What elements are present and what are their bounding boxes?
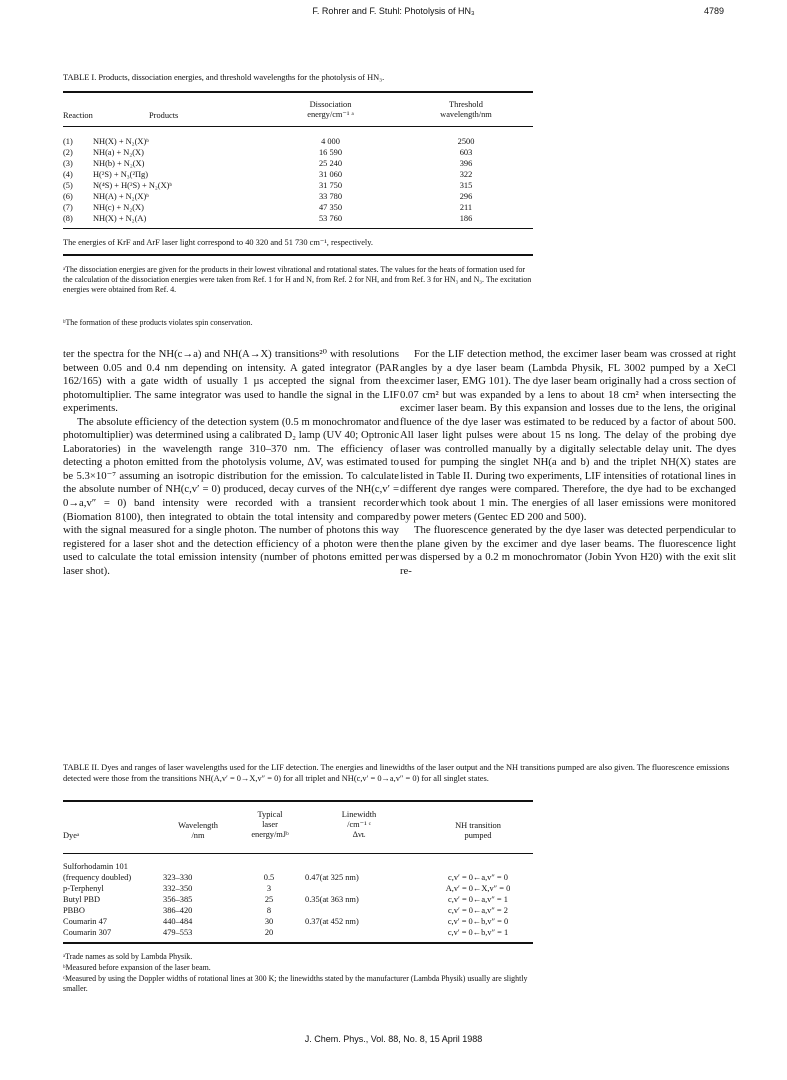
table2-header-energy-line1: Typical [257, 810, 283, 819]
table2-header-energy-line2: laser [262, 820, 278, 829]
table1-row [63, 158, 533, 169]
table2-cell-linewidth [305, 905, 423, 916]
table2-caption: TABLE II. Dyes and ranges of laser wavelengths used for the LIF detection. The energies and linewidths of the laser output and the NH transitions pumped are also given. The fluorescence emissions detected were those from the transitions NH(A,v′ = 0→X,v″ = 0) for all triplet and NH(c,v′ = 0→a,v″ = 0) for all singlet states. [63, 763, 730, 783]
table2-cell-wavelength [163, 861, 233, 872]
table1-cell-energy: 25 240 [318, 159, 343, 168]
table1-cell-energy: 47 350 [318, 203, 343, 212]
table1-cell-reaction: (3) [63, 159, 73, 168]
table1-row [63, 191, 533, 202]
table1-bottom-rule [63, 228, 533, 229]
table2-cell-wavelength: 386–420 [163, 906, 193, 915]
table2-cell-transition: c,v′ = 0←a,v″ = 1 [448, 895, 508, 904]
table1-cell-reaction: (6) [63, 192, 73, 201]
table2-header-wavelength [163, 821, 233, 841]
table2-header-wavelength-line1: Wavelength [178, 821, 218, 830]
table1-header-dissociation-line1: Dissociation [309, 100, 352, 109]
table1-cell-reaction: (2) [63, 148, 73, 157]
table2-footnote-b: ᵇMeasured before expansion of the laser beam. [63, 963, 211, 972]
table1-row [63, 169, 533, 180]
table1-cell-gap [521, 202, 533, 213]
table2-cell-transition: A,v′ = 0←X,v″ = 0 [445, 884, 511, 893]
table1-cell-energy: 53 760 [318, 214, 343, 223]
table1-note: The energies of KrF and ArF laser light correspond to 40 320 and 51 730 cm⁻¹, respectively. [63, 238, 373, 247]
table2-cell-wavelength: 356–385 [163, 895, 193, 904]
table1-cell-products: NH(b) + N₂(X) [93, 159, 145, 168]
table2-row [63, 894, 533, 905]
table1-cell-products: N(⁴S) + H(²S) + N₂(X)ᵇ [93, 181, 173, 190]
body-left-column [63, 348, 399, 578]
table1-header [63, 100, 533, 122]
table1-cell-gap [388, 147, 411, 158]
table2-cell-linewidth [305, 927, 423, 938]
table2-cell-energy: 20 [264, 928, 274, 937]
table1-header-dissociation [273, 100, 388, 120]
table2-footnote-a: ᵃTrade names as sold by Lambda Physik. [63, 952, 193, 961]
journal-footer: J. Chem. Phys., Vol. 88, No. 8, 15 April 1988 [304, 1034, 483, 1044]
table1-cell-products: NH(a) + N₂(X) [93, 148, 144, 157]
table2-cell-linewidth [305, 861, 423, 872]
table2-cell-linewidth [305, 883, 423, 894]
table1-row [63, 147, 533, 158]
table1-row [63, 136, 533, 147]
table2-cell-dye: Butyl PBD [63, 895, 101, 904]
table1-cell-reaction: (4) [63, 170, 73, 179]
table2-cell-linewidth: 0.37(at 452 nm) [305, 917, 359, 926]
table1-footnote-rule [63, 254, 533, 256]
table1-header-dissociation-line2: energy/cm⁻¹ ᵃ [307, 110, 354, 119]
table1-footnote-b: ᵇThe formation of these products violates spin conservation. [63, 318, 253, 327]
table2-cell-linewidth: 0.35(at 363 nm) [305, 895, 359, 904]
table1-cell-gap [521, 213, 533, 224]
table1-cell-gap [388, 169, 411, 180]
table2-header-linewidth-line2: /cm⁻¹ ᶜ [347, 820, 371, 829]
table2-cell-transition: c,v′ = 0←b,v″ = 0 [447, 917, 509, 926]
table1-cell-products: NH(c) + N₂(X) [93, 203, 144, 212]
table1-cell-reaction: (8) [63, 214, 73, 223]
table1-cell-gap [521, 180, 533, 191]
table1-cell-gap [521, 147, 533, 158]
table2-header-dye: Dyeᵃ [63, 831, 80, 840]
table2-header-energy-line3: energy/mJᵇ [251, 830, 289, 839]
table1-row [63, 213, 533, 224]
body-right-column [400, 348, 736, 578]
table1-header-products: Products [149, 111, 179, 120]
running-header: F. Rohrer and F. Stuhl: Photolysis of HN₃ [312, 6, 475, 16]
table1-cell-gap [521, 169, 533, 180]
table1-cell-gap [388, 213, 411, 224]
page-number: 4789 [703, 6, 724, 16]
table2-cell-dye: PBBO [63, 906, 85, 915]
table1-cell-wavelength: 315 [459, 181, 473, 190]
table2-header [63, 810, 533, 842]
table2-cell-energy: 30 [264, 917, 274, 926]
table2-cell-linewidth: 0.47(at 325 nm) [305, 873, 359, 882]
table2-row [63, 861, 533, 872]
table2-bottom-rule [63, 942, 533, 944]
table1-header-rule [63, 126, 533, 127]
table2-cell-wavelength: 323–330 [163, 873, 193, 882]
table1-cell-wavelength: 396 [459, 159, 473, 168]
table1-row [63, 202, 533, 213]
table1-cell-energy: 31 750 [318, 181, 343, 190]
table2-header-linewidth [309, 810, 409, 840]
table2-row [63, 916, 533, 927]
table1-row [63, 180, 533, 191]
table1-cell-gap [388, 191, 411, 202]
table1-cell-wavelength: 186 [459, 214, 473, 223]
table2-header-linewidth-line3: Δνʟ [352, 830, 366, 839]
table2-cell-transition: c,v′ = 0←a,v″ = 0 [448, 873, 508, 882]
table2-cell-dye: Coumarin 47 [63, 917, 107, 926]
body-left-paragraph: ter the spectra for the NH(c→a) and NH(A→X) transitions²⁰ with resolutions between 0.05 and 0.4 nm depending on intensity. A gated integrator (PAR 162/165) with a gate width of usually 1 µs accepted the signal from the photomultiplier. The same integrator was used to handle the signal in the LIF experiments. [63, 348, 399, 415]
table1-cell-energy: 33 780 [318, 192, 343, 201]
table1-cell-energy: 4 000 [321, 137, 340, 146]
table1-cell-energy: 16 590 [318, 148, 343, 157]
table2-header-wavelength-line2: /nm [191, 831, 205, 840]
table1-cell-products: H(²S) + N₃(²Πg) [93, 170, 148, 179]
table2-cell-transition [423, 861, 533, 872]
table1-cell-reaction: (1) [63, 137, 73, 146]
table1-cell-energy: 31 060 [318, 170, 343, 179]
table1-cell-reaction: (5) [63, 181, 73, 190]
table2-header-energy [235, 810, 305, 840]
table2-row [63, 905, 533, 916]
body-left-paragraph: The absolute efficiency of the detection system (0.5 m monochromator and photomultiplier) was determined using a calibrated D₂ lamp (UV 40; Optronic Laboratories) in the wavelength range 310–370 nm. The efficiency of detecting a photon emitted from the photolysis volume, ΔV, was estimated to be 5.3×10⁻⁷ assuming an isotropic distribution for the emission. To calculate the absolute number of NH(c,v′ = 0) produced, decay curves of the NH(c,v′ = 0→a,v″ = 0) band intensity were recorded with a transient recorder (Biomation 8100), then integrated to obtain the total intensity and compared with the signal measured for a single photon. The number of photons this way registered for a laser shot and the detection efficiency of a photon were then used to calculate the total emission intensity (number of photons emitted per laser shot). [63, 415, 399, 577]
table2-row [63, 927, 533, 938]
table1-cell-wavelength: 296 [459, 192, 473, 201]
table2-cell-wavelength: 332–350 [163, 884, 193, 893]
table1-cell-products: NH(X) + N₂(A) [93, 214, 147, 223]
table1-caption: TABLE I. Products, dissociation energies, and threshold wavelengths for the photolysis of HN₃. [63, 73, 385, 82]
table2-cell-dye: Coumarin 307 [63, 928, 112, 937]
table2-cell-wavelength: 479–553 [163, 928, 193, 937]
table2-body [63, 861, 533, 938]
body-right-paragraph: For the LIF detection method, the excimer laser beam was crossed at right angles by a dye laser beam (Lambda Physik, FL 3002 pumped by a XeCl excimer laser, EMG 101). The dye laser beam originally had a cross section of 0.07 cm² but was expanded by a lens to about 18 cm² when intersecting the excimer laser beam. By this expansion and losses due to the lens, the original fluence of the dye laser was estimated to be reduced by a factor of about 500. All laser light pulses were about 15 ns long. The delay of the probing dye laser was controlled manually by a digitally selectable delay unit. The dyes used for pumping the singlet NH(a and b) and the triplet NH(X) states are listed in Table II. During two experiments, LIF intensities of rotational lines in different dye ranges were compared. Therefore, the dye had to be exchanged which took about 1 min. The energies of all laser emissions were monitored by power meters (Gentec ED 200 and 500). [400, 348, 736, 523]
table1-cell-reaction: (7) [63, 203, 73, 212]
table2-cell-dye: Sulforhodamin 101 [63, 862, 128, 871]
table2-header-linewidth-line1: Linewidth [341, 810, 377, 819]
table1-cell-products: NH(X) + N₂(X)ᵇ [93, 137, 149, 146]
table2-row [63, 872, 533, 883]
table1-top-rule [63, 91, 533, 93]
table1-cell-gap [521, 158, 533, 169]
table1-cell-gap [388, 158, 411, 169]
body-right-paragraph: The fluorescence generated by the dye laser was detected perpendicular to the plane given by the excimer and dye laser beams. The fluorescence light was dispersed by a 0.2 m monochromator (Jobin Yvon H20) with the exit slit re- [400, 524, 736, 577]
table2-cell-energy: 0.5 [263, 873, 275, 882]
table1-header-threshold [411, 100, 521, 120]
table1-cell-gap [521, 136, 533, 147]
table1-header-threshold-line1: Threshold [449, 100, 483, 109]
table2-cell-energy: 25 [264, 895, 274, 904]
table2-cell-transition: c,v′ = 0←b,v″ = 1 [447, 928, 509, 937]
table1-body [63, 136, 533, 224]
table1-cell-wavelength: 603 [459, 148, 473, 157]
table2-row [63, 883, 533, 894]
table2-header-transition-line1: NH transition [455, 821, 501, 830]
table1-cell-gap [388, 180, 411, 191]
table1-footnote-a: ᵃThe dissociation energies are given for the products in their lowest vibrational and rotational states. The values for the heats of formation used for the calculation of the dissociation energies were taken from Ref. 1 for H and N, from Ref. 2 for NH, and from Ref. 3 for HN₃ and N₃. The excitation energies were obtained from Ref. 4. [63, 265, 532, 294]
table2-header-transition-line2: pumped [464, 831, 492, 840]
table1-cell-gap [388, 202, 411, 213]
table2-cell-energy: 8 [266, 906, 272, 915]
table2-header-transition [423, 821, 533, 841]
table1-cell-gap [388, 136, 411, 147]
table2-cell-transition: c,v′ = 0←a,v″ = 2 [448, 906, 508, 915]
table1-cell-wavelength: 322 [459, 170, 473, 179]
table2-header-rule [63, 853, 533, 854]
table2-cell-dye: (frequency doubled) [63, 873, 132, 882]
table2-footnote-c: ᶜMeasured by using the Doppler widths of rotational lines at 300 K; the linewidths stated by the manufacturer (Lambda Physik) usually are slightly smaller. [63, 974, 528, 993]
table1-header-threshold-line2: wavelength/nm [440, 110, 492, 119]
table1-cell-wavelength: 211 [459, 203, 473, 212]
table2-cell-dye: p-Terphenyl [63, 884, 104, 893]
table1-cell-gap [521, 191, 533, 202]
table2-cell-energy [233, 861, 305, 872]
table2-cell-wavelength: 440–484 [163, 917, 193, 926]
table2-cell-energy: 3 [266, 884, 272, 893]
table1-header-reaction: Reaction [63, 111, 93, 120]
table1-cell-products: NH(A) + N₂(X)ᵇ [93, 192, 149, 201]
table2-top-rule [63, 800, 533, 802]
table1-cell-wavelength: 2500 [457, 137, 475, 146]
